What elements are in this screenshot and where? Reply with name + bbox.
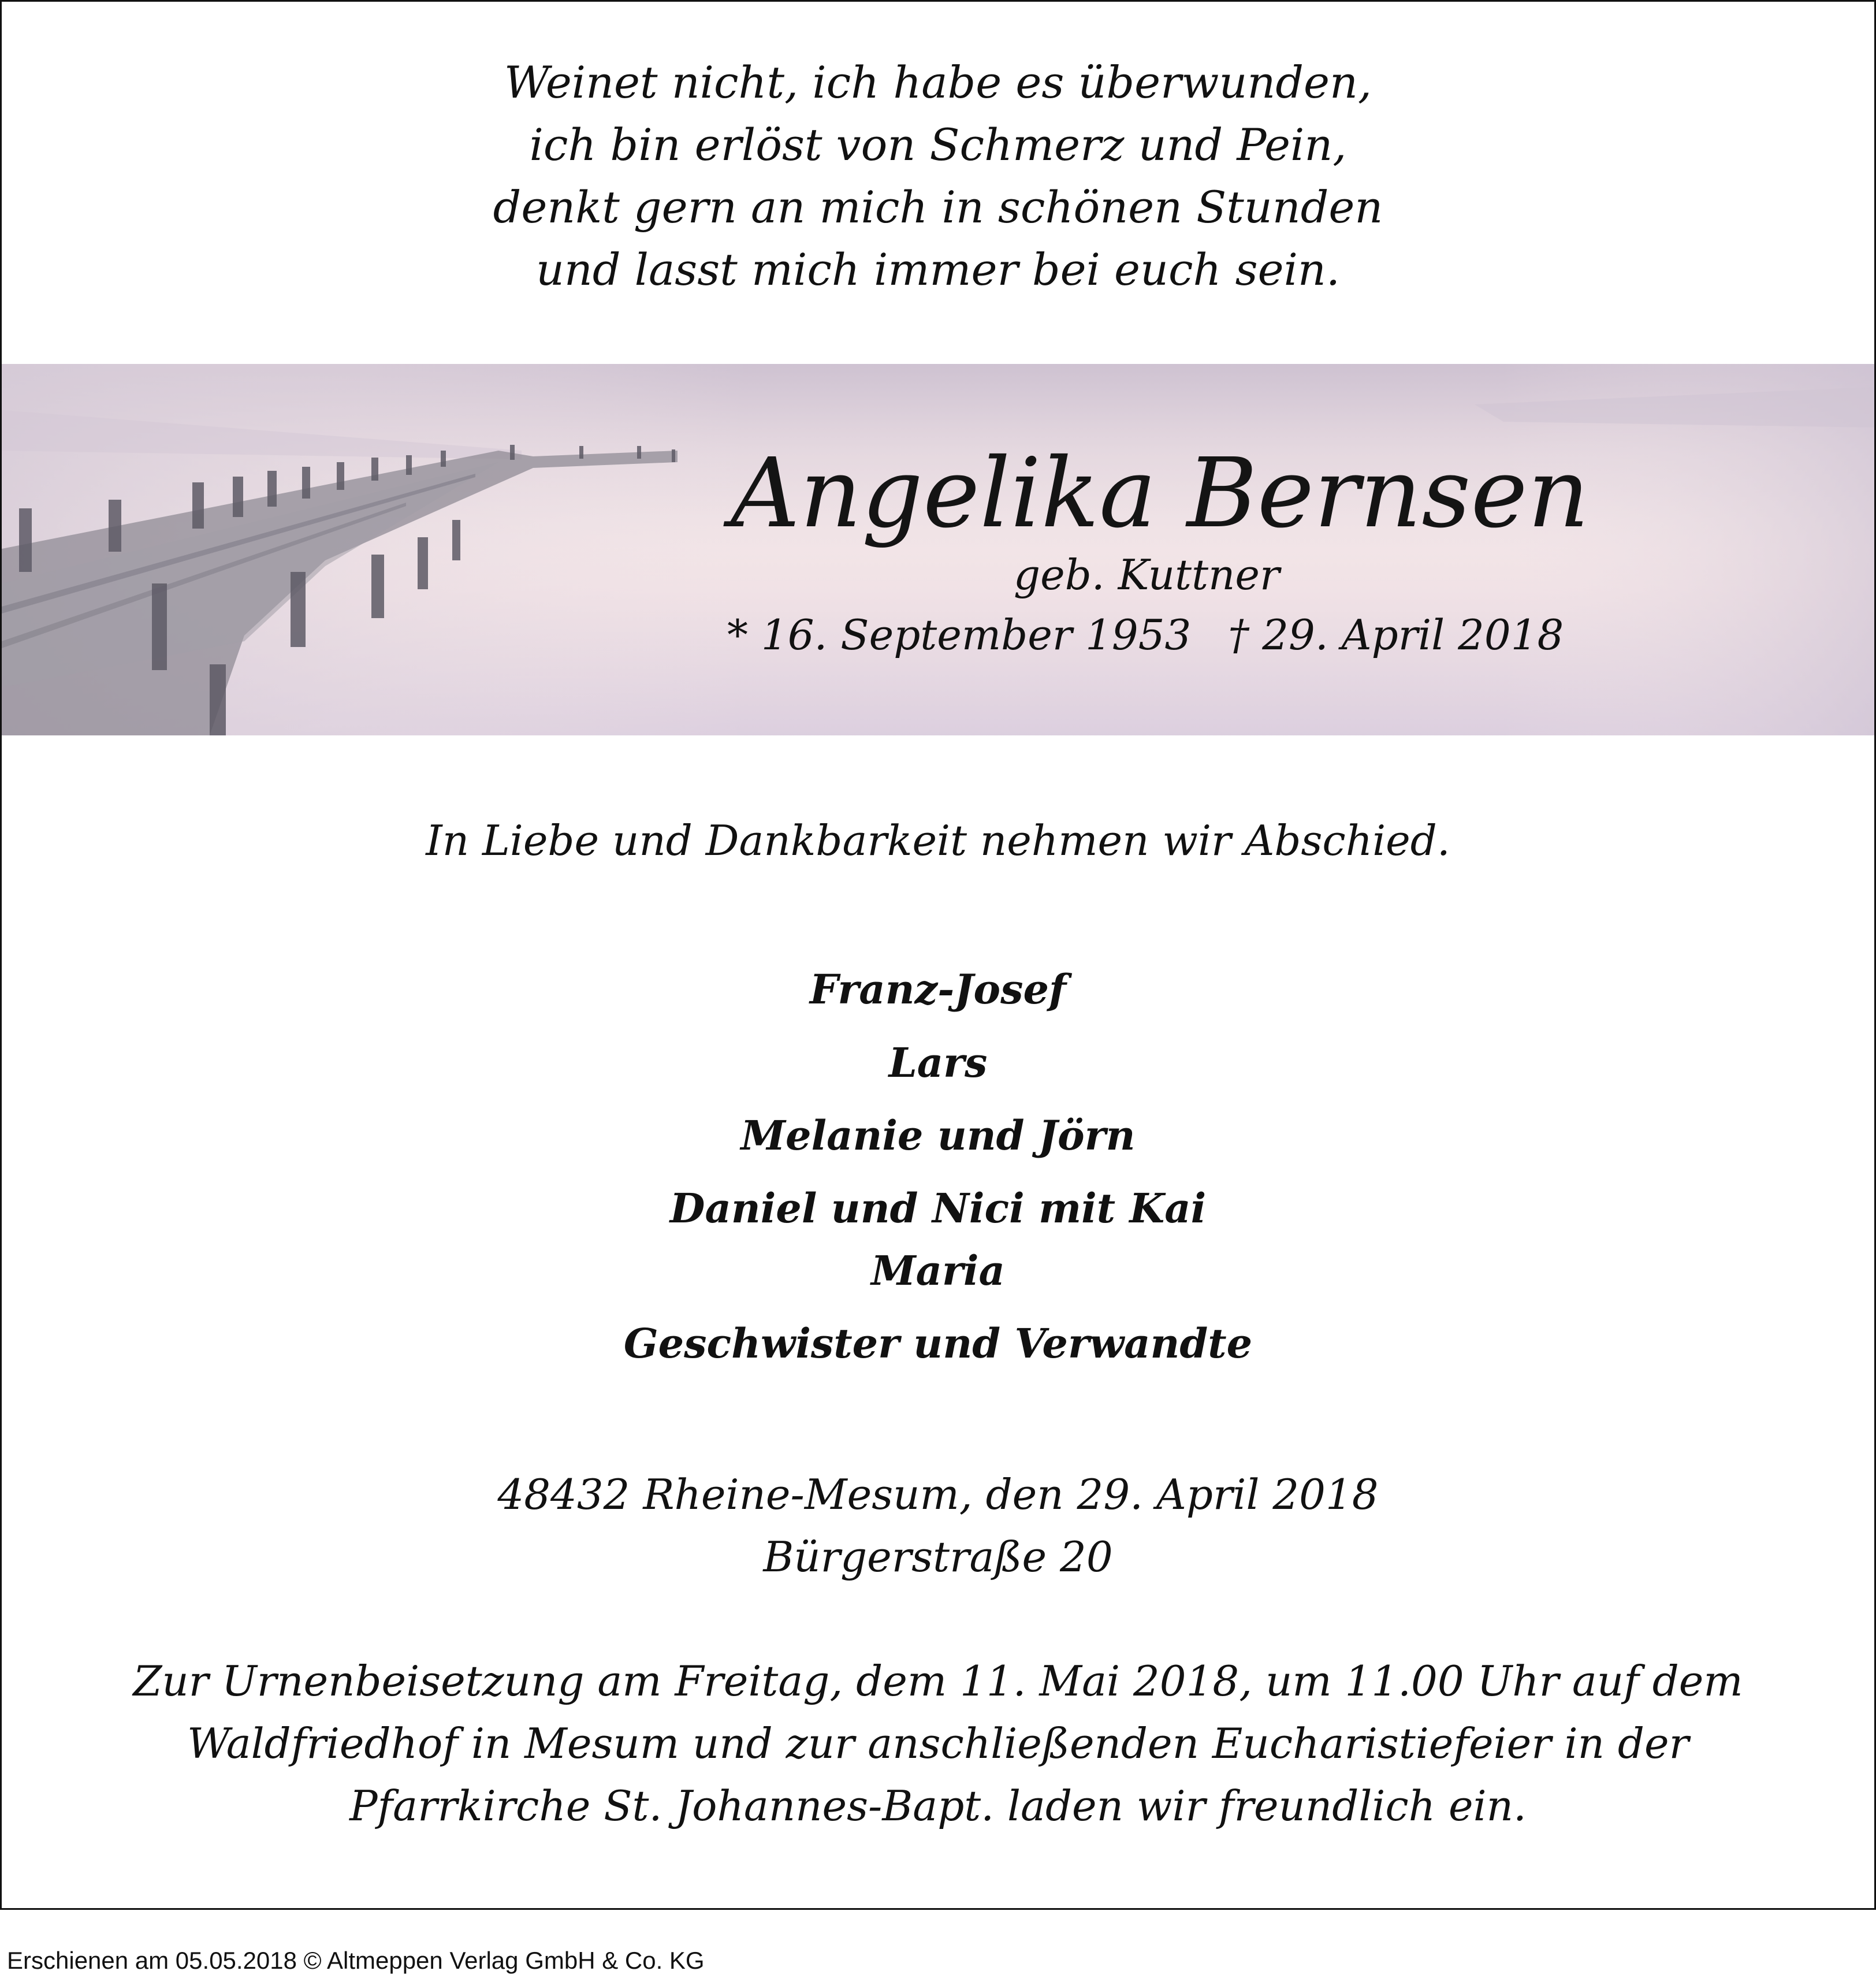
mourner-name: Franz-Josef: [809, 965, 1067, 1013]
deceased-name: Angelika Bernsen: [731, 438, 1590, 549]
life-dates: [727, 609, 1600, 661]
address-street: Bürgerstraße 20: [763, 1533, 1113, 1581]
burial-announcement: [2, 1650, 1874, 1837]
mourner-name: Daniel und Nici mit Kai: [669, 1184, 1207, 1232]
poem-line: und lasst mich immer bei euch sein.: [535, 244, 1341, 295]
publication-footer: Erschienen am 05.05.2018 © Altmeppen Verlag GmbH & Co. KG: [7, 1947, 705, 1974]
jetty-landscape-image: [2, 364, 1874, 735]
mourning-address: [2, 1463, 1874, 1588]
mourner-name: Melanie und Jörn: [740, 1111, 1136, 1159]
farewell-text: In Liebe und Dankbarkeit nehmen wir Abschied.: [426, 816, 1450, 865]
burial-line: Zur Urnenbeisetzung am Freitag, dem 11. Mai 2018, um 11.00 Uhr auf dem: [133, 1657, 1743, 1705]
birth-date: * 16. September 1953: [727, 611, 1192, 659]
maiden-name: geb. Kuttner: [1014, 551, 1280, 599]
death-date: † 29. April 2018: [1228, 611, 1564, 659]
poem-line: Weinet nicht, ich habe es überwunden,: [504, 57, 1372, 108]
burial-line: Waldfriedhof in Mesum und zur anschließenden Eucharistiefeier in der: [187, 1719, 1689, 1768]
poem-line: denkt gern an mich in schönen Stunden: [493, 181, 1383, 233]
mourner-name: Lars: [888, 1039, 988, 1087]
address-place-date: 48432 Rheine-Mesum, den 29. April 2018: [497, 1470, 1379, 1519]
memorial-poem: [2, 51, 1874, 301]
poem-line: ich bin erlöst von Schmerz und Pein,: [529, 119, 1347, 170]
header-banner: [2, 364, 1874, 735]
mourner-name: Maria: [871, 1247, 1005, 1295]
burial-line: Pfarrkirche St. Johannes-Bapt. laden wir freundlich ein.: [349, 1782, 1527, 1830]
mourner-name: Geschwister und Verwandte: [623, 1319, 1253, 1367]
